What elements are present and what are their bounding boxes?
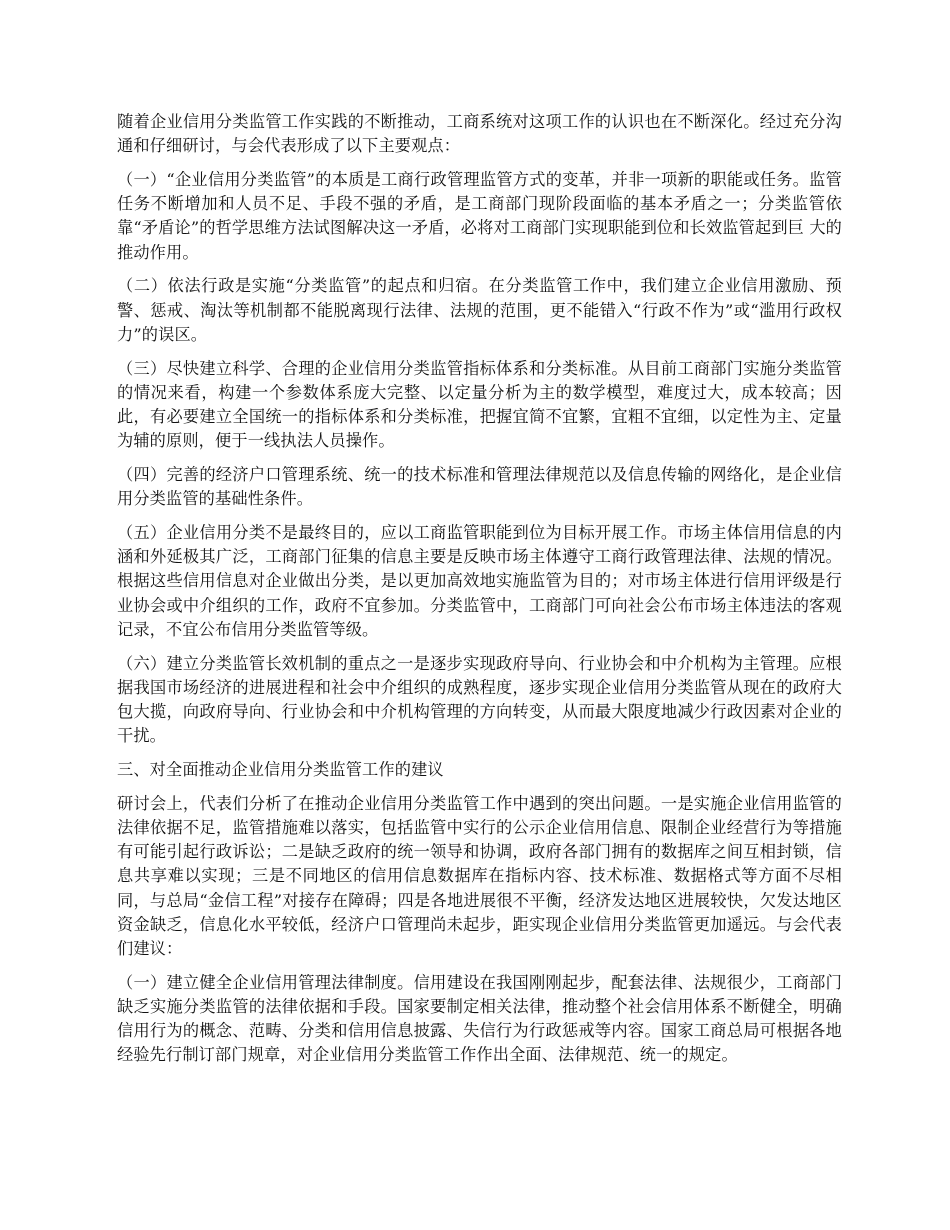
viewpoint-paragraph-6: （六）建立分类监管长效机制的重点之一是逐步实现政府导向、行业协会和中介机构为主管理。应根据我国市场经济的进展进程和社会中介组织的成熟程度，逐步实现企业信用分类监管从现在的政府大包大揽，向政府导向、行业协会和中介机构管理的方向转变，从而最大限度地减少行政因素对企业的干扰。 xyxy=(117,653,842,746)
problems-paragraph: 研讨会上，代表们分析了在推动企业信用分类监管工作中遇到的突出问题。一是实施企业信用监管的法律依据不足，监管措施难以落实，包括监管中实行的公示企业信用信息、限制企业经营行为等措施有可能引起行政诉讼；二是缺乏政府的统一领导和协调，政府各部门拥有的数据库之间互相封锁，信息共享难以实现；三是不同地区的信用信息数据库在指标内容、技术标准、数据格式等方面不尽相同，与总局“金信工程”对接存在障碍；四是各地进展很不平衡，经济发达地区进展较快，欠发达地区资金缺乏，信息化水平较低，经济户口管理尚未起步，距实现企业信用分类监管更加遥远。与会代表们建议： xyxy=(117,793,842,959)
viewpoint-paragraph-4: （四）完善的经济户口管理系统、统一的技术标准和管理法律规范以及信息传输的网络化，是企业信用分类监管的基础性条件。 xyxy=(117,465,842,509)
viewpoint-paragraph-5: （五）企业信用分类不是最终目的，应以工商监管职能到位为目标开展工作。市场主体信用信息的内涵和外延极其广泛，工商部门征集的信息主要是反映市场主体遵守工商行政管理法律、法规的情况。根据这些信用信息对企业做出分类，是以更加高效地实施监管为目的；对市场主体进行信用评级是行业协会或中介组织的工作，政府不宜参加。分类监管中，工商部门可向社会公布市场主体违法的客观记录，不宜公布信用分类监管等级。 xyxy=(117,523,842,639)
document-page xyxy=(117,110,842,1077)
suggestion-paragraph-1: （一）建立健全企业信用管理法律制度。信用建设在我国刚刚起步，配套法律、法规很少，工商部门缺乏实施分类监管的法律依据和手段。国家要制定相关法律，推动整个社会信用体系不断健全，明确信用行为的概念、范畴、分类和信用信息披露、失信行为行政惩戒等内容。国家工商总局可根据各地经验先行制订部门规章，对企业信用分类监管工作作出全面、法律规范、统一的规定。 xyxy=(117,972,842,1065)
section-heading: 三、对全面推动企业信用分类监管工作的建议 xyxy=(117,760,444,780)
intro-paragraph: 随着企业信用分类监管工作实践的不断推动，工商系统对这项工作的认识也在不断深化。经过充分沟通和仔细研讨，与会代表形成了以下主要观点： xyxy=(117,112,842,156)
viewpoint-paragraph-1: （一）“企业信用分类监管”的本质是工商行政管理监管方式的变革，并非一项新的职能或任务。监管任务不断增加和人员不足、手段不强的矛盾，是工商部门现阶段面临的基本矛盾之一；分类监管依靠“矛盾论”的哲学思维方法试图解决这一矛盾，必将对工商部门实现职能到位和长效监管起到巨 大的推动作用。 xyxy=(117,170,842,262)
viewpoint-paragraph-2: （二）依法行政是实施“分类监管”的起点和归宿。在分类监管工作中，我们建立企业信用激励、预警、惩戒、淘汰等机制都不能脱离现行法律、法规的范围，更不能错入“行政不作为”或“滥用行政权力”的误区。 xyxy=(117,276,842,344)
viewpoint-paragraph-3: （三）尽快建立科学、合理的企业信用分类监管指标体系和分类标准。从目前工商部门实施分类监管的情况来看，构建一个参数体系庞大完整、以定量分析为主的数学模型，难度过大，成本较高；因此，有必要建立全国统一的指标体系和分类标准，把握宜简不宜繁，宜粗不宜细，以定性为主、定量为辅的原则，便于一线执法人员操作。 xyxy=(117,358,842,451)
